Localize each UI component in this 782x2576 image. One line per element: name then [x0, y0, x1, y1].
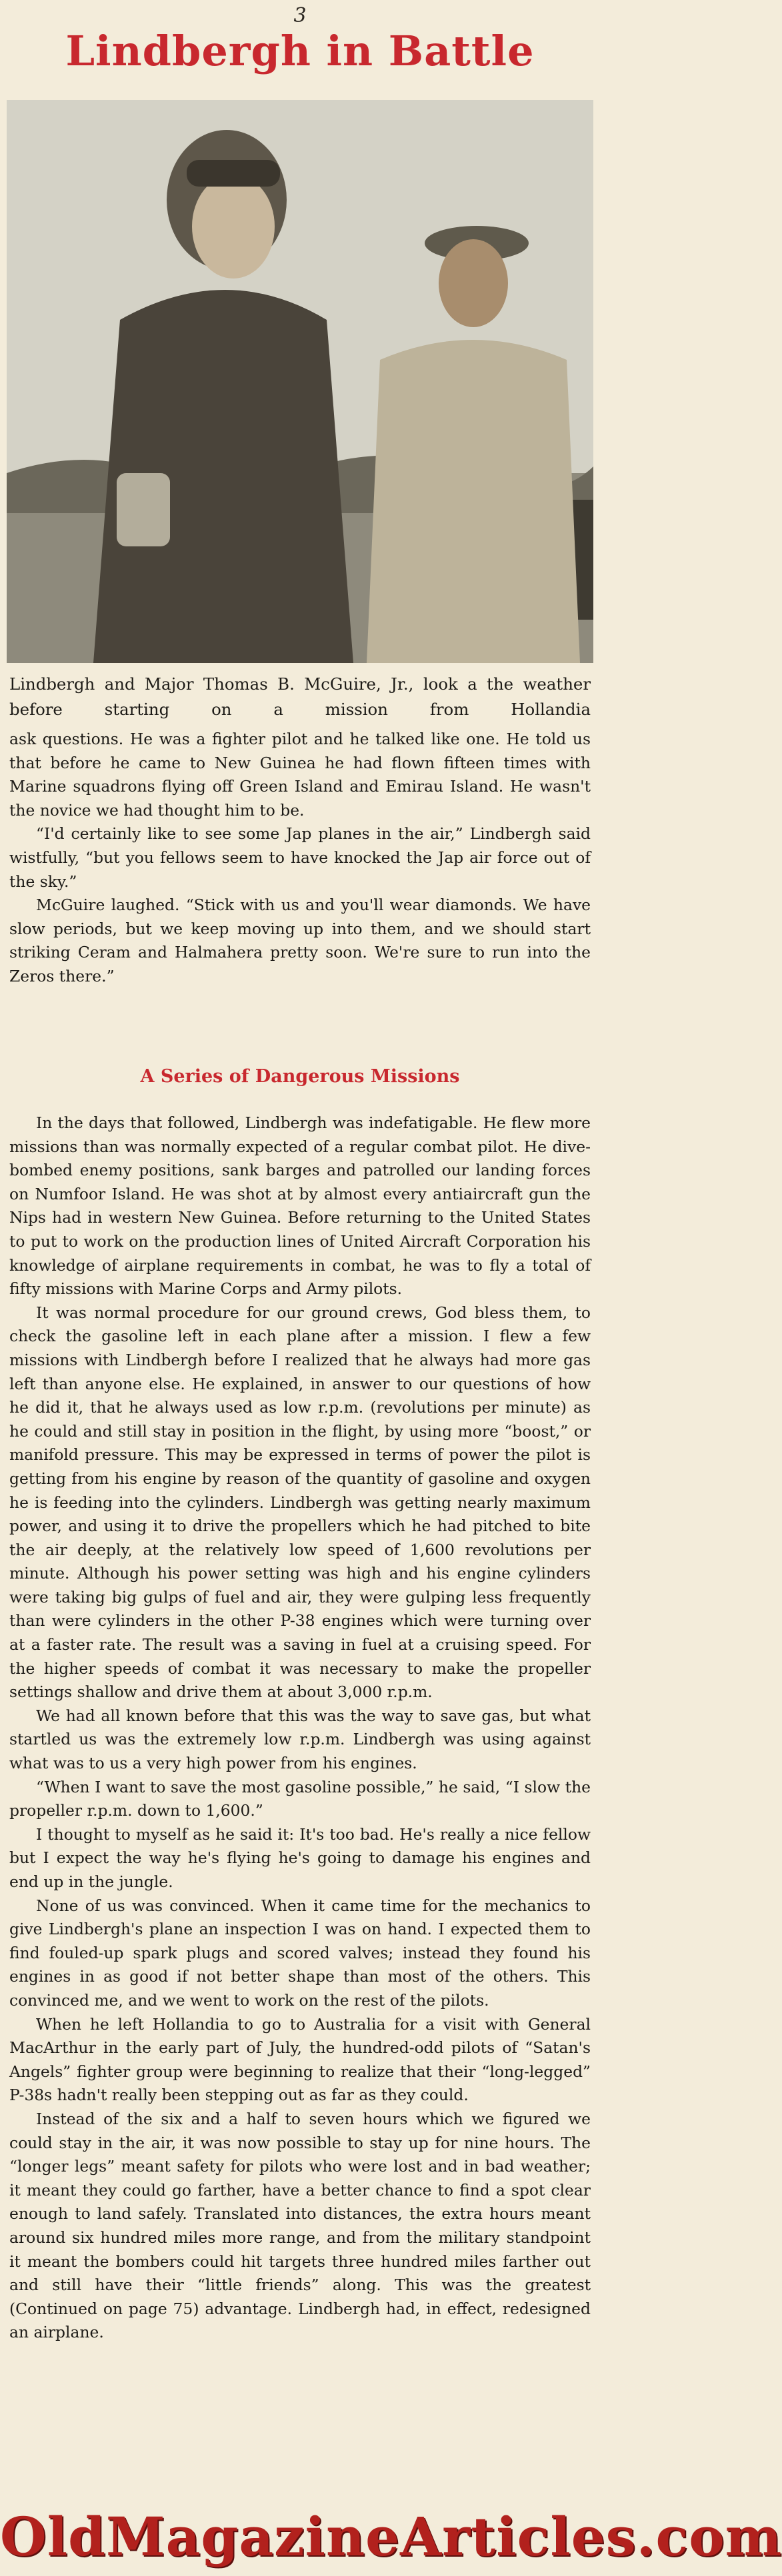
- body-paragraph: I thought to myself as he said it: It's too bad. He's really a nice fellow but I expect the way he's flying he's going to damage his engines and end up in the jungle.: [9, 1824, 591, 1891]
- section-heading: A Series of Dangerous Missions: [140, 1066, 460, 1087]
- body-paragraph: Instead of the six and a half to seven hours which we figured we could stay in the air, it was now possible to stay up for nine hours. The “longer legs” meant safety for pilots who were lost and in bad weather; it meant they could go farther, have a better chance to find a spot clear enough to land safely. Translated into distances, the extra hours meant around six hundred miles more range, and from the military standpoint it meant the bombers could hit targets three hundred miles farther out and still have their “little friends” along. This was the greatest (Continued on page 75) advantage. Lindbergh had, in effect, redesigned an airplane.: [9, 2109, 591, 2342]
- photo-caption: Lindbergh and Major Thomas B. McGuire, Jr., look a the weather before starting on a mission from Hollandia: [9, 674, 591, 719]
- section-text: [9, 1111, 591, 2345]
- lindbergh-mcguire-photo: [7, 100, 593, 663]
- intro-paragraph: “I'd certainly like to see some Jap planes in the air,” Lindbergh said wistfully, “but you fellows seem to have knocked the Jap air force out of the sky.”: [9, 824, 591, 891]
- page-number: 3: [293, 4, 307, 27]
- body-paragraph: When he left Hollandia to go to Australia for a visit with General MacArthur in the early part of July, the hundred-odd pilots of “Satan's Angels” fighter group were beginning to realize that their “long-legged” P-38s hadn't really been stepping out as far as they could.: [9, 2014, 591, 2105]
- body-paragraph: None of us was convinced. When it came time for the mechanics to give Lindbergh's plane an inspection I was on hand. I expected them to find fouled-up spark plugs and scored valves; instead they found his engines in as good if not better shape than most of the others. This convinced me, and we went to work on the rest of the pilots.: [9, 1896, 591, 2010]
- intro-paragraph: McGuire laughed. “Stick with us and you'll wear diamonds. We have slow periods, but we keep moving up into them, and we should start striking Ceram and Halmahera pretty soon. We're sure to run into the Zeros there.”: [9, 896, 591, 985]
- intro-paragraph: ask questions. He was a fighter pilot and he talked like one. He told us that before he came to New Guinea he had flown fifteen times with Marine squadrons flying off Green Island and Emirau Island. He wasn't the novice we had thought him to be.: [9, 730, 591, 820]
- photo-illustration: [7, 100, 593, 663]
- site-watermark: OldMagazineArticles.com: [0, 2505, 782, 2568]
- page-title: Lindbergh in Battle: [65, 27, 535, 75]
- body-paragraph: We had all known before that this was the way to save gas, but what startled us was the extremely low r.p.m. Lindbergh was using against what was to us a very high power from his engines.: [9, 1706, 591, 1773]
- body-paragraph: It was normal procedure for our ground crews, God bless them, to check the gasoline left in each plane after a mission. I flew a few missions with Lindbergh before I realized that he always had more gas left than anyone else. He explained, in answer to our questions of how he did it, that he always used as low r.p.m. (revolutions per minute) as he could and still stay in position in the flight, by using more “boost,” or manifold pressure. This may be expressed in terms of power the pilot is getting from his engine by reason of the quantity of gasoline and oxygen he is feeding into the cylinders. Lindbergh was getting nearly maximum power, and using it to drive the propellers which he had pitched to bite the air deeply, at the relatively low speed of 1,600 revolutions per minute. Although his power setting was high and his engine cylinders were taking big gulps of fuel and air, they were gulping less frequently than were cylinders in the other P-38 engines which were turning over at a faster rate. The result was a saving in fuel at a cruising speed. For the higher speeds of combat it was necessary to make the propeller settings shallow and drive them at about 3,000 r.p.m.: [9, 1303, 591, 1702]
- body-paragraph: “When I want to save the most gasoline possible,” he said, “I slow the propeller r.p.m. down to 1,600.”: [9, 1777, 591, 1820]
- body-paragraph: In the days that followed, Lindbergh was indefatigable. He flew more missions than was normally expected of a regular combat pilot. He dive-bombed enemy positions, sank barges and patrolled our landing forces on Numfoor Island. He was shot at by almost every antiaircraft gun the Nips had in western New Guinea. Before returning to the United States to put to work on the production lines of United Aircraft Corporation his knowledge of airplane requirements in combat, he was to fly a total of fifty missions with Marine Corps and Army pilots.: [9, 1113, 591, 1299]
- intro-text: [9, 728, 591, 989]
